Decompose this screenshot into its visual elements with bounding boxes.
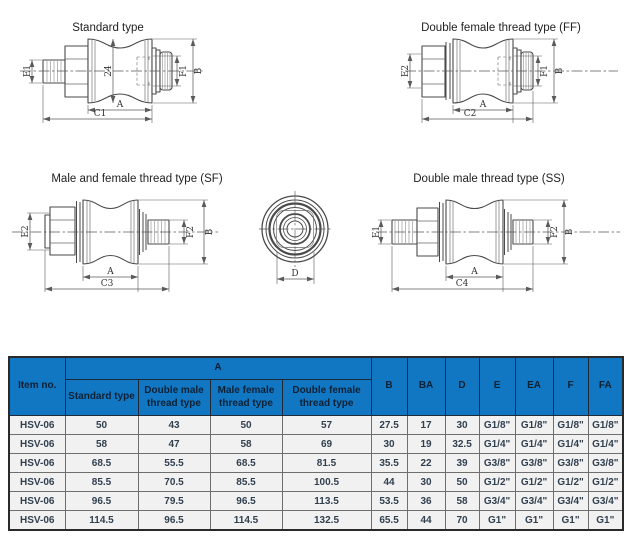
dim-label-c1: C1 — [93, 109, 107, 119]
table-cell: 70.5 — [138, 473, 210, 492]
table-cell: G1/4" — [553, 435, 588, 454]
table-cell: 57 — [282, 416, 371, 435]
male-thread-stub — [43, 60, 65, 83]
table-cell: 81.5 — [282, 454, 371, 473]
dim-label-f2: F2 — [186, 226, 196, 238]
table-cell: 55.5 — [138, 454, 210, 473]
table-cell: G1/4" — [588, 435, 623, 454]
table-cell: G1/4" — [515, 435, 553, 454]
dimension-a — [453, 100, 513, 123]
table-cell: 96.5 — [65, 492, 138, 511]
dim-label-b: B — [194, 67, 204, 75]
dim-label-c3: C3 — [100, 279, 114, 289]
table-cell: G3/8" — [515, 454, 553, 473]
drawing-title: Male and female thread type (SF) — [51, 173, 223, 185]
table-cell: G3/8" — [588, 454, 623, 473]
col-header-d: D — [445, 357, 479, 416]
table-cell: G1/2" — [553, 473, 588, 492]
dim-label-e1: E1 — [23, 64, 33, 78]
table-cell: 132.5 — [282, 511, 371, 531]
dim-label-a: A — [479, 100, 487, 110]
drawing-title: Double female thread type (FF) — [421, 22, 581, 34]
double-female-type-drawing — [401, 22, 618, 123]
dim-label-24: 24 — [104, 65, 114, 77]
col-header-ea: EA — [515, 357, 553, 416]
table-cell: 100.5 — [282, 473, 371, 492]
col-header-e: E — [479, 357, 515, 416]
table-cell: 68.5 — [210, 454, 282, 473]
table-cell: G3/4" — [479, 492, 515, 511]
table-cell: 68.5 — [65, 454, 138, 473]
table-cell: G1/4" — [479, 435, 515, 454]
col-header-fa: FA — [588, 357, 623, 416]
spec-table — [8, 356, 624, 531]
table-row — [9, 473, 623, 492]
table-cell: 35.5 — [371, 454, 407, 473]
dim-label-f1: F1 — [540, 65, 550, 77]
table-cell: 96.5 — [138, 511, 210, 531]
double-male-type-drawing — [372, 173, 620, 292]
col-header-ba: BA — [407, 357, 445, 416]
dimension-d — [277, 252, 314, 284]
table-cell: 44 — [371, 473, 407, 492]
table-cell: G1" — [588, 511, 623, 531]
col-header-item-no: Item no. — [9, 357, 65, 416]
table-cell: 53.5 — [371, 492, 407, 511]
table-cell: 50 — [65, 416, 138, 435]
col-header-b: B — [371, 357, 407, 416]
table-row — [9, 454, 623, 473]
table-cell: G1" — [553, 511, 588, 531]
dim-label-e2: E2 — [21, 225, 31, 238]
table-cell: HSV-06 — [9, 492, 65, 511]
table-cell: 114.5 — [210, 511, 282, 531]
table-cell: 47 — [138, 435, 210, 454]
table-row — [9, 511, 623, 531]
table-cell: G3/8" — [553, 454, 588, 473]
dim-label-f2: F2 — [550, 226, 560, 238]
table-cell: G1/8" — [588, 416, 623, 435]
table-cell: HSV-06 — [9, 416, 65, 435]
table-cell: 58 — [210, 435, 282, 454]
table-cell: 50 — [445, 473, 479, 492]
dim-label-f1: F1 — [179, 65, 189, 77]
dim-label-e1: E1 — [372, 225, 382, 239]
table-cell: 85.5 — [210, 473, 282, 492]
table-cell: 43 — [138, 416, 210, 435]
dim-label-b: B — [565, 228, 575, 236]
table-cell: 32.5 — [445, 435, 479, 454]
table-cell: G1/8" — [479, 416, 515, 435]
hex-nut — [65, 46, 88, 97]
drawing-title: Standard type — [72, 22, 144, 34]
table-cell: G1/2" — [515, 473, 553, 492]
dim-label-c4: C4 — [455, 279, 469, 289]
dim-label-d: D — [291, 269, 299, 279]
dim-label-a: A — [107, 267, 114, 277]
dim-label-c2: C2 — [463, 109, 477, 119]
end-view-drawing — [259, 191, 331, 284]
table-row — [9, 435, 623, 454]
table-cell: G1" — [479, 511, 515, 531]
table-cell: G3/4" — [588, 492, 623, 511]
table-cell: 36 — [407, 492, 445, 511]
table-cell: 19 — [407, 435, 445, 454]
table-cell: G3/4" — [515, 492, 553, 511]
table-cell: G1/2" — [479, 473, 515, 492]
table-cell: 114.5 — [65, 511, 138, 531]
dim-label-e2: E2 — [401, 64, 411, 78]
table-cell: 58 — [445, 492, 479, 511]
col-header-a-group: A — [65, 357, 371, 380]
table-cell: 22 — [407, 454, 445, 473]
table-cell: 96.5 — [210, 492, 282, 511]
table-cell: 58 — [65, 435, 138, 454]
col-header-a-double-male: Double male thread type — [138, 380, 210, 416]
dimension-a — [446, 266, 503, 292]
dimension-e1 — [23, 60, 42, 83]
table-cell: 70 — [445, 511, 479, 531]
centerline — [259, 191, 331, 267]
table-cell: 30 — [371, 435, 407, 454]
table-cell: HSV-06 — [9, 454, 65, 473]
col-header-a-standard: Standard type — [65, 380, 138, 416]
table-cell: 65.5 — [371, 511, 407, 531]
table-cell: G1/8" — [515, 416, 553, 435]
table-cell: HSV-06 — [9, 435, 65, 454]
col-header-a-male-female: Male female thread type — [210, 380, 282, 416]
table-cell: HSV-06 — [9, 473, 65, 492]
table-cell: 85.5 — [65, 473, 138, 492]
male-female-type-drawing — [12, 173, 223, 292]
col-header-f: F — [553, 357, 588, 416]
table-cell: 79.5 — [138, 492, 210, 511]
spec-table-body — [9, 416, 623, 531]
table-row — [9, 492, 623, 511]
col-header-a-double-female: Double female thread type — [282, 380, 371, 416]
table-cell: HSV-06 — [9, 511, 65, 531]
table-cell: 30 — [445, 416, 479, 435]
standard-type-drawing — [20, 22, 205, 123]
table-cell: G1/2" — [588, 473, 623, 492]
table-cell: 113.5 — [282, 492, 371, 511]
table-cell: G3/4" — [553, 492, 588, 511]
spec-table-header — [9, 357, 623, 416]
table-cell: 27.5 — [371, 416, 407, 435]
dim-label-a: A — [471, 267, 478, 277]
table-cell: 50 — [210, 416, 282, 435]
drawing-title: Double male thread type (SS) — [413, 173, 565, 185]
table-cell: 17 — [407, 416, 445, 435]
dim-label-b: B — [555, 67, 565, 75]
dim-label-a: A — [116, 100, 124, 110]
dim-label-b: B — [205, 228, 215, 236]
table-cell: 69 — [282, 435, 371, 454]
table-cell: 39 — [445, 454, 479, 473]
table-cell: G1/8" — [553, 416, 588, 435]
table-cell: G3/8" — [479, 454, 515, 473]
table-cell: 44 — [407, 511, 445, 531]
table-cell: G1" — [515, 511, 553, 531]
table-cell: 30 — [407, 473, 445, 492]
table-row — [9, 416, 623, 435]
